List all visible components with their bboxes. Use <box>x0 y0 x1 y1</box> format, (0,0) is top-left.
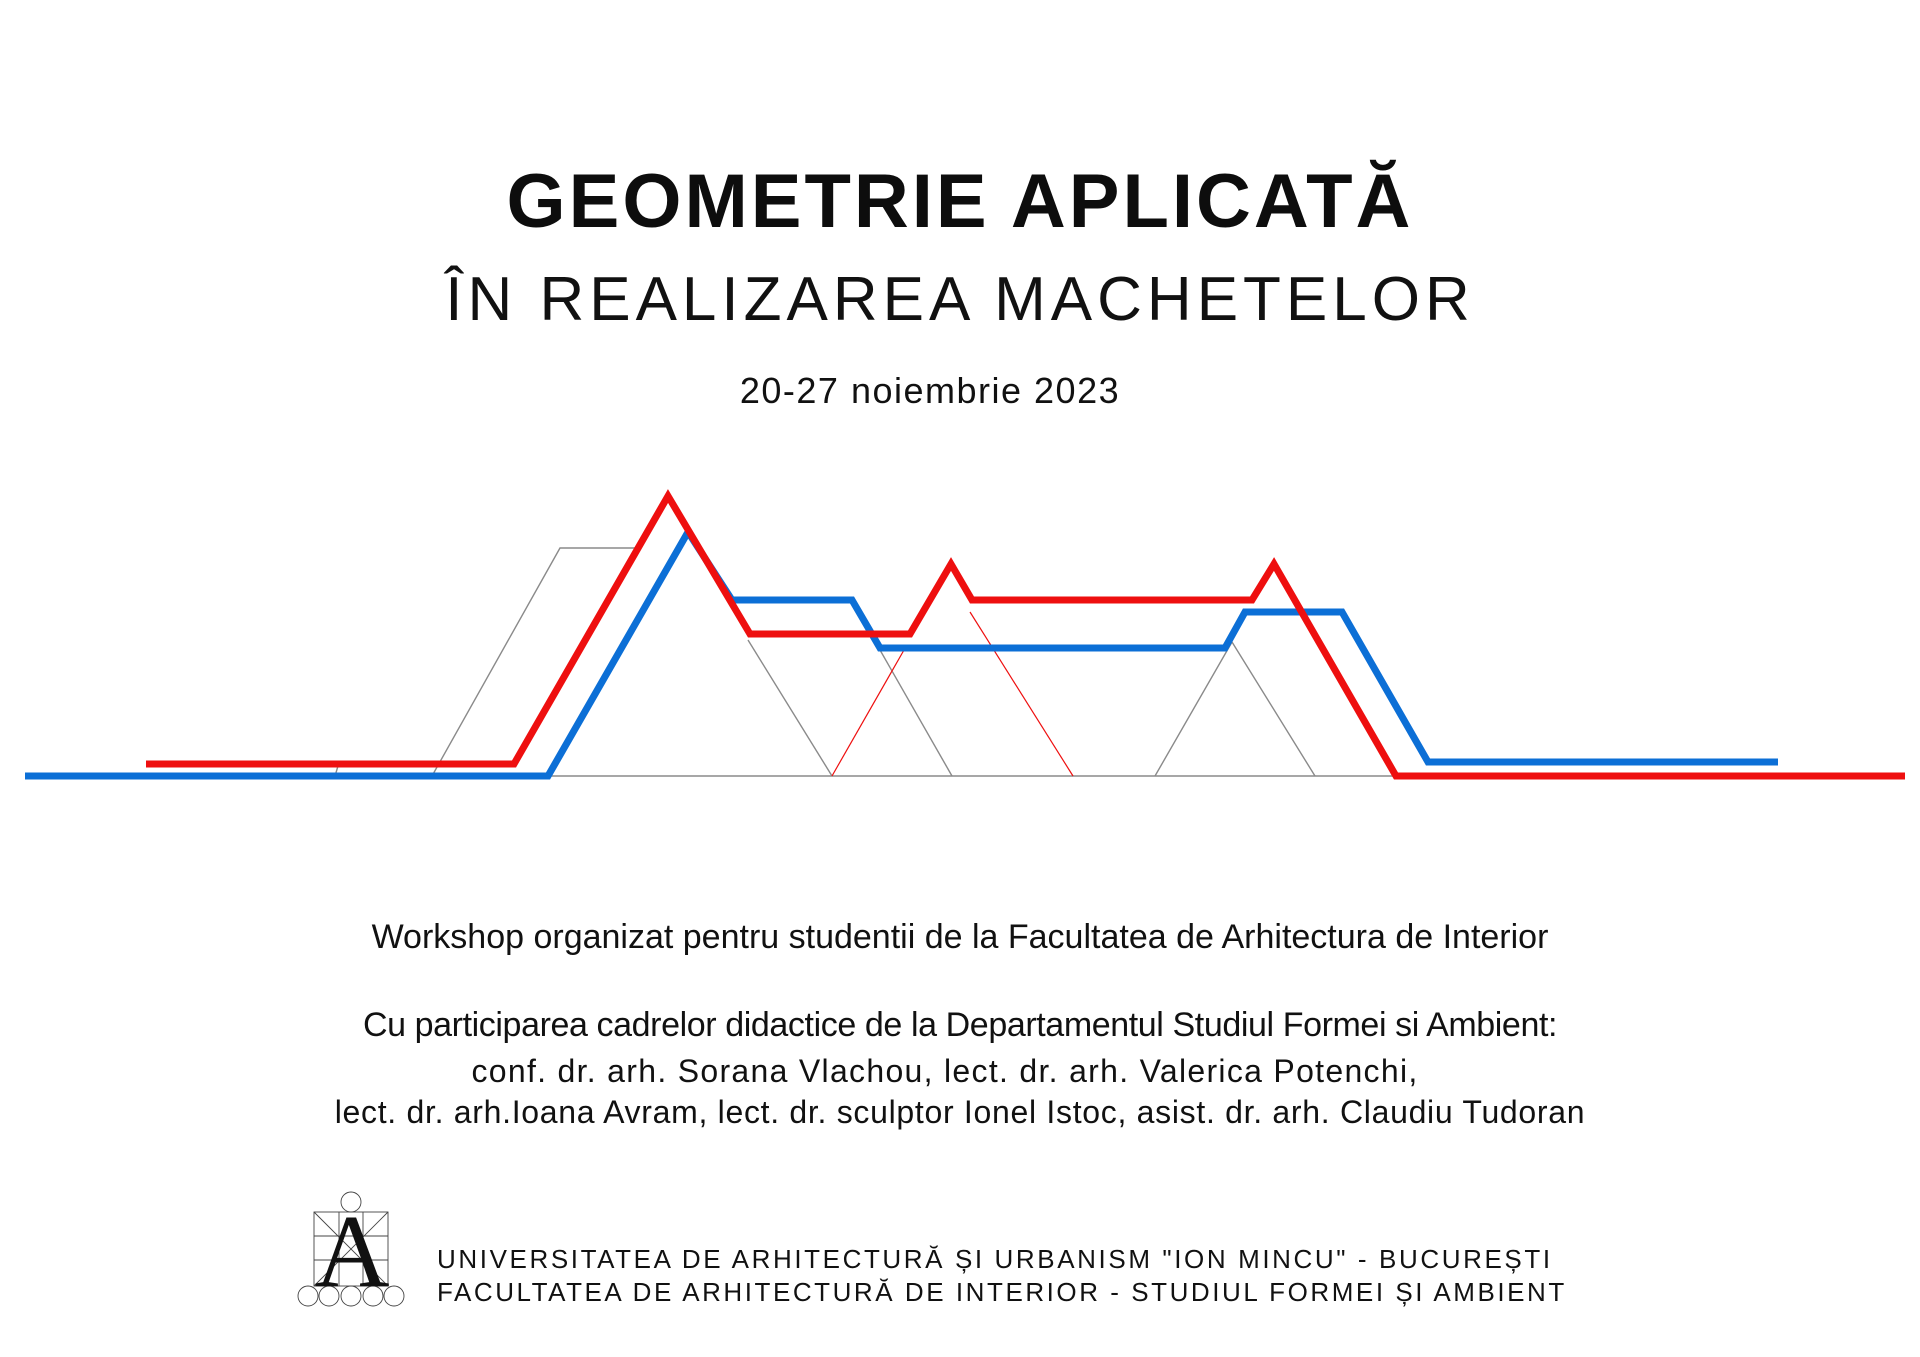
university-name: UNIVERSITATEA DE ARHITECTURĂ ȘI URBANISM "ION MINCU" - BUCUREȘTI <box>437 1244 1553 1274</box>
red-diagonal-1 <box>832 650 904 776</box>
participation-note: Cu participarea cadrelor didactice de la Departamentul Studiul Formei si Ambient: <box>362 1006 1558 1044</box>
gray-diagonal-1 <box>748 640 832 776</box>
gray-diagonal-2 <box>880 650 952 776</box>
logo-letter: A <box>314 1194 390 1309</box>
gray-ridge-left <box>432 548 640 776</box>
gray-peak-right <box>1155 642 1315 776</box>
workshop-description: Workshop organizat pentru studentii de la Facultatea de Arhitectura de Interior <box>371 918 1549 956</box>
red-profile-line <box>146 496 1905 776</box>
faculty-name: FACULTATEA DE ARHITECTURĂ DE INTERIOR - STUDIUL FORMEI ȘI AMBIENT <box>437 1277 1567 1307</box>
fold-profile-drawing <box>0 470 1920 800</box>
page-title: GEOMETRIE APLICATĂ <box>506 159 1414 244</box>
event-dates: 20-27 noiembrie 2023 <box>739 370 1121 411</box>
red-diagonal-2 <box>970 612 1073 776</box>
staff-list-line-2: lect. dr. arh.Ioana Avram, lect. dr. sculptor Ionel Istoc, asist. dr. arh. Claudiu Tudoran <box>334 1094 1586 1130</box>
page-subtitle: ÎN REALIZAREA MACHETELOR <box>445 265 1475 334</box>
university-logo <box>296 1190 406 1308</box>
staff-list-line-1: conf. dr. arh. Sorana Vlachou, lect. dr. arh. Valerica Potenchi, <box>471 1053 1419 1089</box>
